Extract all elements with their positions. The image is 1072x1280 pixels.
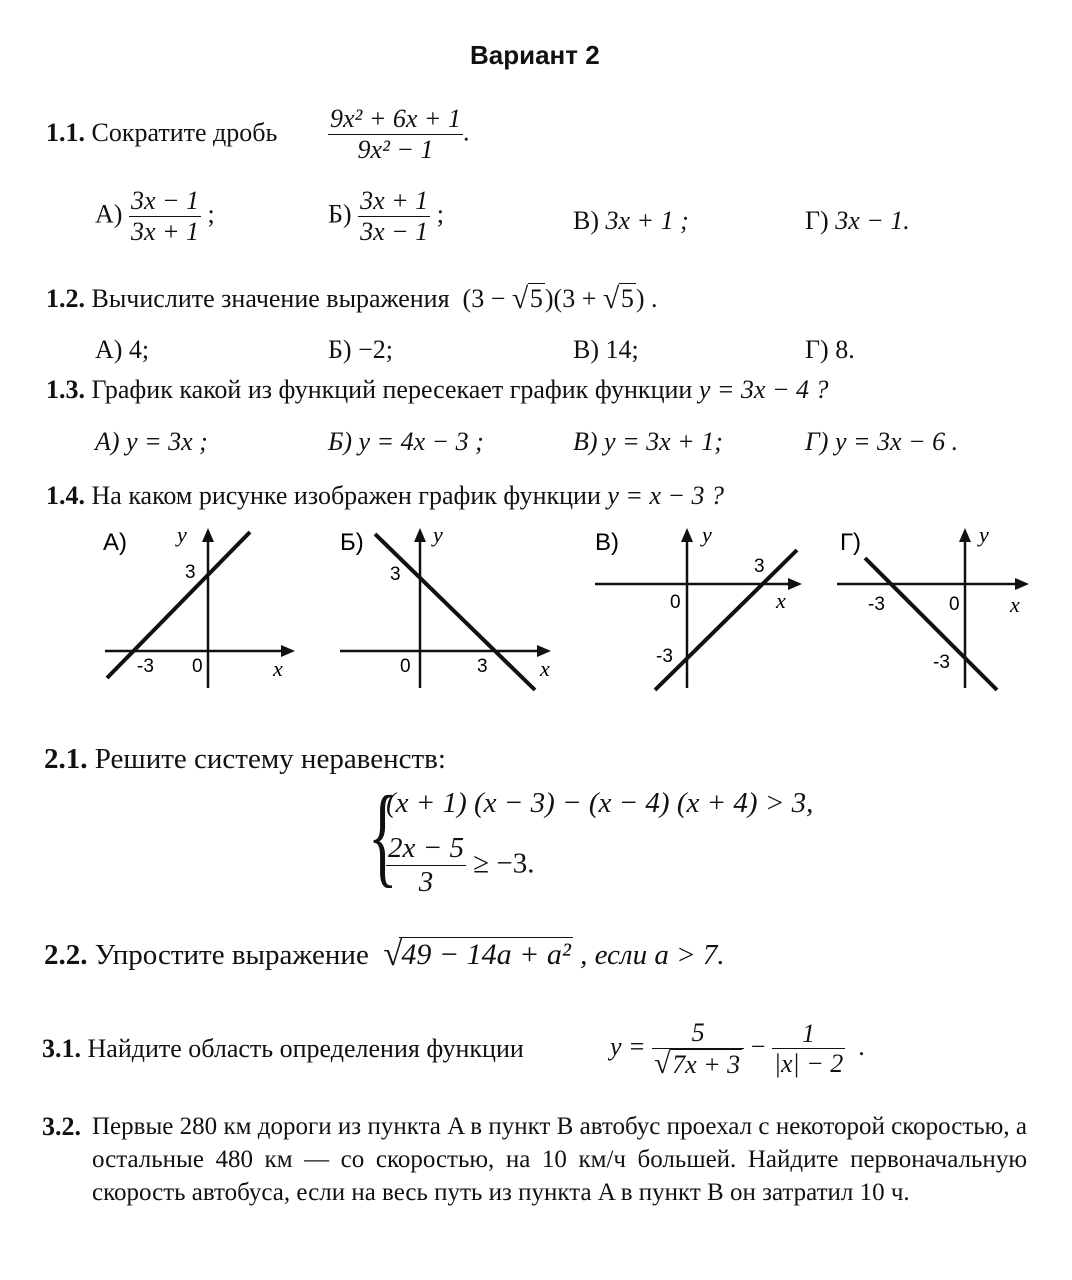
option-label: Г) — [805, 206, 829, 235]
question-text: Найдите область определения функции — [87, 1034, 524, 1063]
option-d — [805, 206, 910, 236]
option-a — [95, 186, 215, 247]
condition-text: , если a > 7. — [580, 939, 725, 971]
x-axis-label: x — [776, 588, 786, 613]
option-value: 3x + 1 ; — [605, 206, 689, 235]
y-arrow-icon — [414, 528, 426, 542]
question-number: 1.2. — [46, 284, 85, 313]
function-y: y = — [610, 1031, 646, 1061]
question-1-1 — [46, 118, 277, 148]
tick-label: -3 — [137, 656, 154, 677]
question-text: Упростите выражение — [94, 939, 369, 971]
question-number: 1.1. — [46, 118, 85, 147]
function-expression: y = 5 √ 7x + 3 − $\frac{1}{|x| - 2}$ . — [610, 1018, 865, 1081]
option-value: 3x − 1. — [835, 206, 910, 235]
function-line — [655, 550, 797, 690]
fraction-denominator: |x| − 2 — [773, 1049, 844, 1079]
tick-label: 0 — [400, 656, 411, 677]
fraction-numerator: 5 — [652, 1018, 744, 1049]
option-c: В) 14; — [573, 335, 639, 364]
y-arrow-icon — [681, 528, 693, 542]
expression-tail: . — [858, 1031, 865, 1061]
tick-label: 3 — [754, 556, 765, 577]
function-line — [375, 534, 535, 690]
fraction-denominator: 7x + 3 — [672, 1049, 741, 1079]
inequality-line-2 — [386, 832, 534, 900]
x-axis-label: x — [1010, 592, 1020, 617]
question-number: 3.2. — [42, 1112, 81, 1141]
option-c: В) y = 3x + 1; — [573, 427, 723, 456]
option-numerator: 3x + 1 — [360, 186, 429, 215]
question-text: На каком рисунке изображен график функции — [91, 481, 601, 510]
y-arrow-icon — [959, 528, 971, 542]
question-text: Решите систему неравенств: — [94, 743, 446, 775]
inequality-line-1: (x + 1) (x − 3) − (x − 4) (x + 4) > 3, — [386, 787, 814, 819]
x-arrow-icon — [281, 645, 295, 657]
x-arrow-icon — [788, 578, 802, 590]
option-numerator: 3x − 1 — [130, 186, 200, 215]
minus-sign: − — [750, 1031, 766, 1061]
question-3-1 — [42, 1034, 524, 1064]
inequality-tail: ≥ −3. — [473, 847, 535, 880]
graph-a — [95, 520, 305, 700]
y-axis-label: y — [177, 522, 187, 547]
fraction-expression: $\frac{\text{9x² + 6x + 1}}{\text{9x² − 1}}$ . — [330, 104, 470, 164]
graph-b — [335, 520, 565, 700]
y-arrow-icon — [202, 528, 214, 542]
y-axis-label: y — [979, 522, 989, 547]
function-line — [107, 532, 250, 678]
option-a: А) y = 3x ; — [95, 427, 208, 456]
x-arrow-icon — [1015, 578, 1029, 590]
option-label: В) — [573, 206, 599, 235]
graph-d — [835, 520, 1040, 700]
question-1-4 — [46, 481, 724, 511]
question-3-2-text: Первые 280 км дороги из пункта A в пункт B автобус проехал с некоторой скоростью, а остальные 480 км — со скоростью, на 10 км/ч большей. Найдите первоначальную скорость автобуса, если на весь путь из пункта A в пункт B он затратил 10 ч. — [92, 1113, 1027, 1206]
question-text: Вычислите значение выражения — [91, 284, 450, 313]
tick-label: 3 — [185, 562, 196, 583]
tick-label: -3 — [933, 652, 950, 673]
fraction-numerator: 2x − 5 — [386, 832, 466, 866]
question-number: 3.1. — [42, 1034, 81, 1063]
tick-label: 0 — [949, 594, 960, 615]
question-expression: y = 3x − 4 ? — [698, 375, 829, 404]
option-b: Б) y = 4x − 3 ; — [328, 427, 484, 456]
option-tail: ; — [436, 199, 444, 229]
tick-label: 0 — [192, 656, 203, 677]
option-b — [328, 186, 444, 247]
option-b: Б) −2; — [328, 335, 393, 364]
tick-label: 0 — [670, 592, 681, 613]
function-line — [865, 558, 997, 690]
option-label: А) — [95, 199, 123, 229]
page-title: Вариант 2 — [470, 40, 600, 70]
sqrt-radicand: 49 − 14a + a² — [401, 938, 571, 971]
option-label: Б) — [328, 199, 352, 229]
question-text: Сократите дробь — [91, 118, 278, 147]
question-number: 2.1. — [44, 743, 88, 775]
tick-label: -3 — [656, 646, 673, 667]
tick-label: -3 — [868, 594, 885, 615]
question-text: График какой из функций пересекает график функции — [91, 375, 693, 404]
question-number: 1.3. — [46, 375, 85, 404]
option-denominator: 3x − 1 — [360, 216, 429, 246]
y-axis-label: y — [433, 522, 443, 547]
graph-label: В) — [595, 529, 619, 556]
question-number: 1.4. — [46, 481, 85, 510]
fraction-denominator: 3 — [418, 866, 434, 899]
option-denominator: 3x + 1 — [130, 216, 200, 246]
question-1-2 — [46, 283, 658, 314]
question-2-1 — [44, 743, 446, 776]
sqrt-expression: (3 − √ 5)(3 + √ 5) . — [462, 282, 658, 315]
option-a: А) 4; — [95, 335, 150, 364]
graph-label: Г) — [840, 529, 861, 556]
graph-label: Б) — [340, 529, 364, 556]
y-axis-label: y — [702, 522, 712, 547]
question-number: 2.2. — [44, 939, 88, 971]
fraction-denominator: 9x² − 1 — [357, 134, 434, 164]
option-c — [573, 206, 689, 236]
question-1-3 — [46, 375, 828, 405]
tick-label: 3 — [390, 564, 401, 585]
tick-label: 3 — [477, 656, 488, 677]
fraction-numerator: 9x² + 6x + 1 — [330, 104, 461, 133]
x-axis-label: x — [540, 656, 550, 681]
option-d: Г) y = 3x − 6 . — [805, 427, 959, 456]
x-axis-label: x — [273, 656, 283, 681]
option-d: Г) 8. — [805, 335, 855, 364]
graph-c — [590, 520, 815, 700]
fraction-numerator: 1 — [772, 1019, 845, 1050]
question-expression: y = x − 3 ? — [607, 481, 725, 510]
option-tail: ; — [207, 199, 215, 229]
graph-label: А) — [103, 529, 127, 556]
system-brace: { — [368, 774, 398, 898]
question-2-2: 2.2. Упростите выражение √ 49 − 14a + a² , если a > 7. — [44, 935, 725, 973]
